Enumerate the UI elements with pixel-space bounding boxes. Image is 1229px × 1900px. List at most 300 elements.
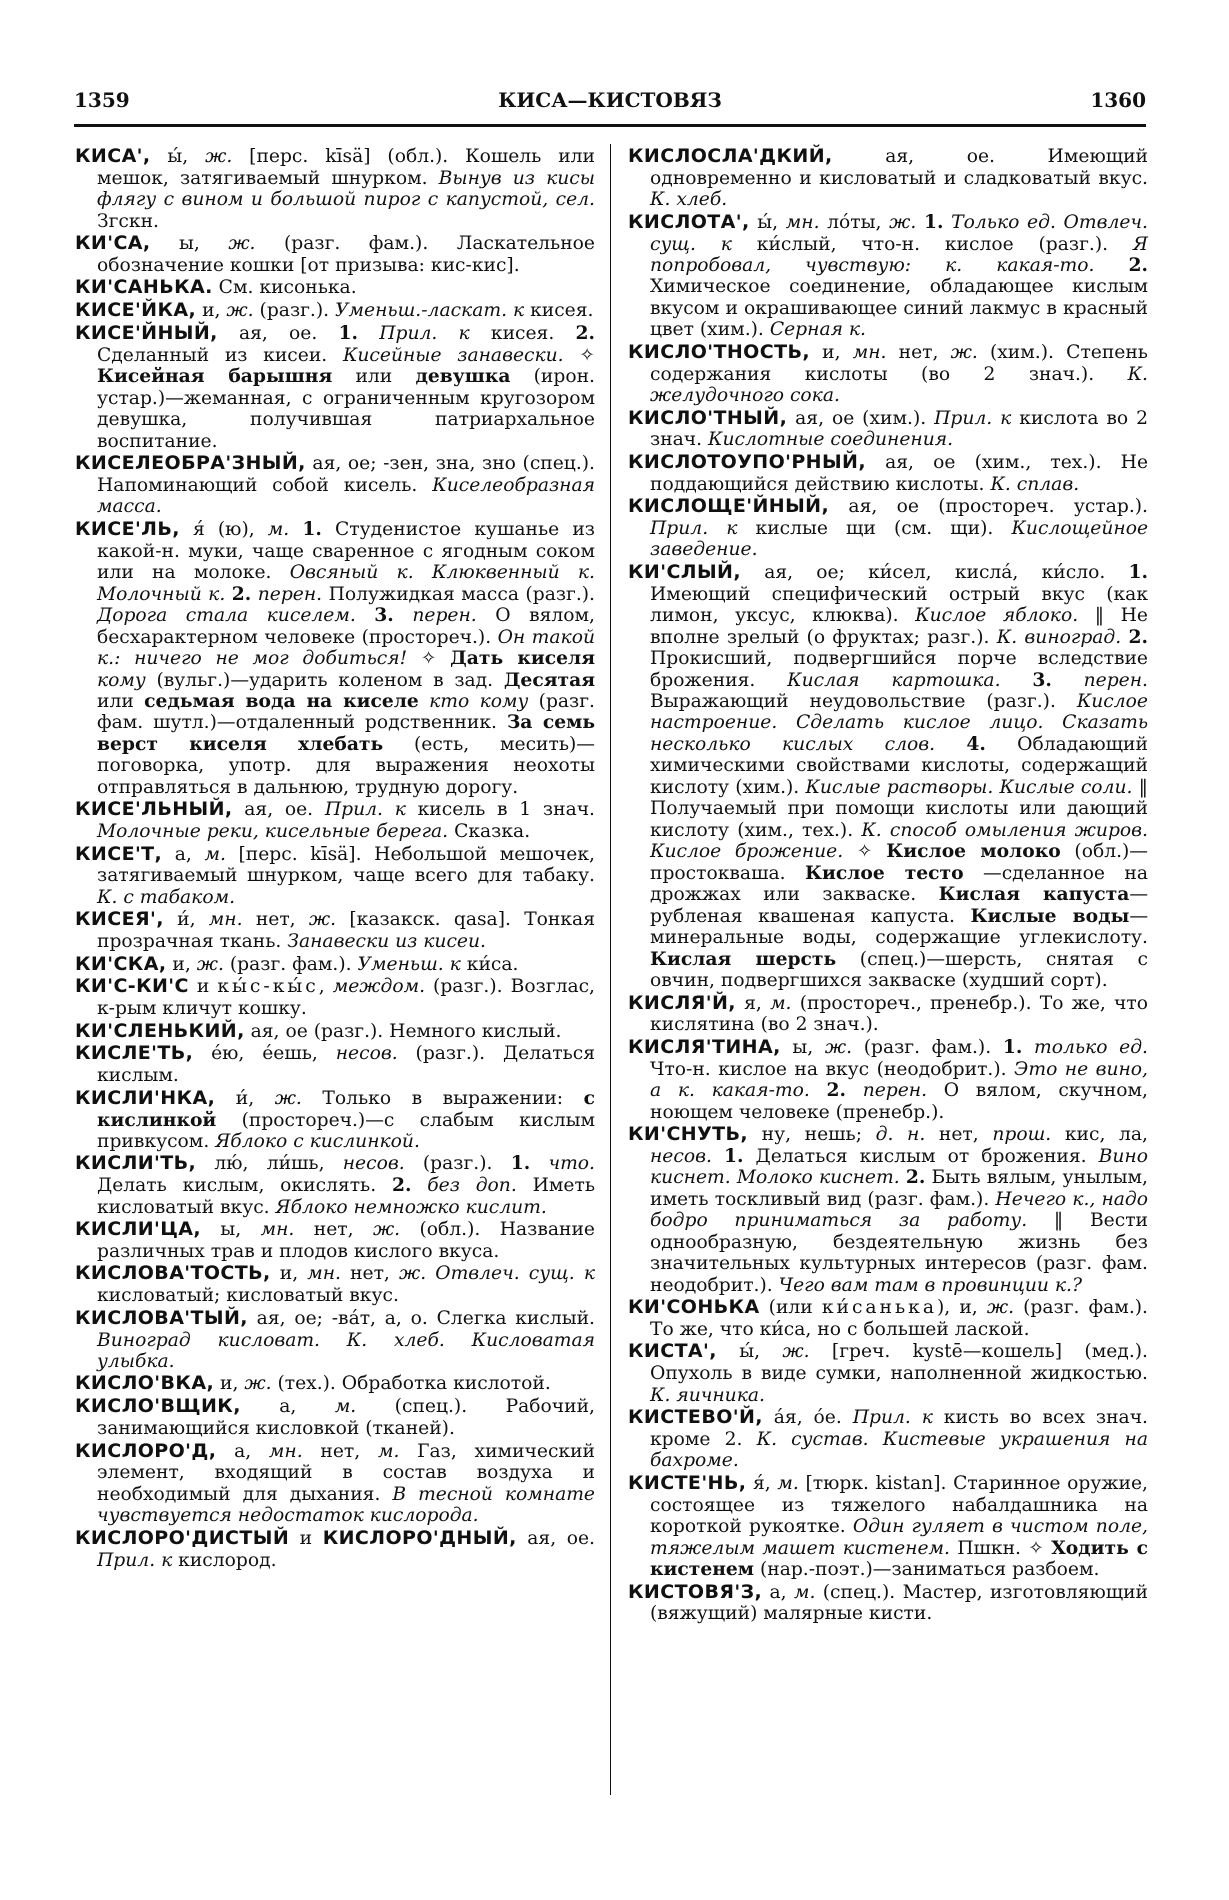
italic-text: м.: [793, 1581, 816, 1603]
entry-text: Делать кислым, окислять.: [97, 1175, 392, 1197]
headword: КИСЕ'ЛЬНЫЙ,: [75, 798, 233, 821]
entry-text: Обладающий химическими свойствами кислоты, содержащий кислоту (хим.).: [650, 733, 1148, 798]
entry-text: (нар.-поэт.)—заниматься разбоем.: [754, 1559, 1100, 1581]
dictionary-entry-kisnut: [628, 1124, 1148, 1296]
dictionary-entry-kisa: [75, 146, 595, 232]
bold-phrase: Кислое тесто: [804, 861, 964, 884]
entry-text: (разг.). Делаться кислым.: [97, 1043, 595, 1087]
italic-text: Серная к.: [769, 319, 866, 341]
headword: КИСЕ'ЛЬ,: [75, 517, 180, 540]
dictionary-entry-kiskis: [75, 976, 595, 1019]
italic-text: Виноград кисловат. К. хлеб. Кисловатая улыбка.: [97, 1329, 595, 1373]
entry-text: Выражающий неудовольствие (разг.).: [650, 691, 1077, 713]
entry-text: О вялом, скучном, ноющем человеке (пренебр.).: [650, 1080, 1148, 1123]
header-rule: [74, 124, 1146, 127]
headword: КИСЕ'ЙКА,: [75, 299, 197, 322]
headword: КИ'С-КИ'С: [75, 975, 189, 998]
entry-text: ‖ Вести однообразную, бездеятельную жизнь без значительных культурных интересов (разг. фам. неодобрит.).: [650, 1210, 1148, 1296]
headword: КИСЛОСЛА'ДКИЙ,: [628, 145, 833, 167]
entry-text: ая, ое (разг.). Немного кислый.: [244, 1020, 562, 1042]
entry-text: Только в выражении:: [301, 1087, 584, 1109]
entry-text: [394, 605, 413, 626]
italic-text: Кислая картошка.: [787, 669, 1001, 691]
entry-text: ки́слый, что-н. кислое (разг.).: [731, 233, 1133, 255]
entry-text: (ирон. устар.)—жеманная, с ограниченным кругозором девушка, получившая патриархальное воспитание.: [97, 366, 595, 452]
bold-phrase: 1.: [723, 1144, 744, 1167]
dictionary-entry-kislotoupornyi: [628, 452, 1148, 495]
headword: КИСЛИ'НКА,: [75, 1086, 216, 1109]
entry-text: Згскн.: [97, 210, 159, 232]
entry-text: (вульг.)—ударить коленом в зад.: [145, 669, 504, 691]
dictionary-entry-kislyai: [628, 993, 1148, 1036]
italic-text: несов.: [335, 1043, 398, 1065]
entry-text: (разг. фам.). То же, что ки́са, но с большей лаской.: [650, 1297, 1148, 1340]
italic-text: м.: [267, 518, 290, 540]
italic-text: ж.: [308, 909, 337, 931]
entry-text: ая, ое; -зен, зна, зно (спец.). Напоминающий собой кисель.: [97, 453, 595, 496]
entry-text: (спец.). Мастер, изготовляющий (вяжущий) малярные кисти.: [650, 1581, 1148, 1625]
entry-text: [810, 1080, 827, 1101]
italic-text: Чего вам там в провинции к.?: [778, 1274, 1082, 1296]
italic-text: м.: [777, 1472, 799, 1494]
entry-text: ая, ое.: [516, 1527, 595, 1549]
dictionary-entry-kistovyaz: [628, 1582, 1148, 1625]
italic-text: Он такой к.: ничего не мог добиться!: [97, 626, 595, 670]
bold-phrase: с кислинкой: [97, 1086, 595, 1131]
italic-text: К. желудочного сока.: [650, 363, 1148, 407]
headword: КИСЕЛЕОБРА'ЗНЫЙ,: [75, 452, 306, 475]
dictionary-entry-kiset: [75, 844, 595, 909]
italic-text: д. н.: [875, 1124, 926, 1146]
italic-text: ж.: [889, 211, 917, 233]
headword: КИСЛИ'ТЬ,: [75, 1152, 197, 1175]
entry-text: Сделанный из кисеи.: [97, 344, 343, 366]
entry-text: (разг.).: [253, 300, 336, 322]
headword: КИ'СА,: [75, 232, 151, 255]
italic-text: кто кому: [429, 691, 529, 713]
bold-phrase: 4.: [966, 732, 986, 755]
bold-phrase: 1.: [302, 517, 322, 540]
headword: КИСЛИ'ЦА,: [75, 1218, 202, 1241]
italic-text: мн.: [208, 909, 243, 931]
headword: КИСЛО'ТНЫЙ,: [628, 406, 788, 429]
entry-text: и́,: [163, 909, 209, 931]
entry-text: ло́ты,: [819, 211, 890, 233]
italic-text: Дорога стала киселем.: [97, 605, 356, 627]
headword: КИСЛОРО'Д,: [75, 1439, 217, 1462]
italic-text: Кислощейное заведение.: [650, 517, 1149, 561]
headword: КИСЛЯ'Й,: [628, 991, 736, 1014]
entry-text: и,: [196, 300, 227, 322]
entry-text: кисея.: [524, 300, 594, 322]
italic-text: ж.: [205, 146, 233, 167]
italic-text: Только ед. Отвлеч. сущ. к: [650, 211, 1148, 255]
entry-text: а́я, о́е.: [762, 1407, 853, 1429]
italic-text: междом.: [332, 976, 426, 998]
entry-text: [греч. kystē—кошель] (мед.). Опухоль в виде сумки, наполненной жидкостью.: [650, 1341, 1148, 1385]
italic-text: мн.: [307, 1263, 341, 1285]
dictionary-entry-kiseya: [75, 909, 595, 952]
bold-phrase: Ходить с кистенем: [650, 1536, 1148, 1581]
entry-text: и,: [214, 1373, 245, 1395]
bold-phrase: Кислая шерсть: [650, 947, 837, 970]
italic-text: Кислое настроение. Сделать кислое лицо. Сказать несколько кислых слов.: [650, 691, 1148, 755]
headword: КИСЕ'Т,: [75, 842, 163, 865]
dictionary-entry-kislosladkii: [628, 146, 1148, 211]
entry-text: Что-н. кислое на вкус (неодобрит.).: [650, 1058, 1015, 1080]
entry-text: кислота во 2 знач.: [650, 407, 1149, 451]
italic-text: м.: [334, 1396, 357, 1418]
headword: КИСЛО'ВЩИК,: [75, 1395, 241, 1418]
entry-text: ✧: [407, 648, 451, 670]
entry-text: ✧: [843, 841, 887, 863]
italic-text: мн.: [268, 1440, 303, 1462]
bold-phrase: Кислые воды: [970, 904, 1130, 927]
bold-phrase: Дать киселя: [450, 647, 596, 670]
entry-text: [1001, 670, 1033, 691]
dictionary-entry-kislovatyi: [75, 1308, 595, 1373]
italic-text: Овсяный к. Клюквенный к. Молочный к.: [97, 562, 595, 605]
headword: КИ'СЛЕНЬКИЙ,: [75, 1019, 245, 1042]
column-divider: [610, 144, 611, 1795]
entry-text: [916, 212, 924, 233]
bold-phrase: седьмая вода на киселе: [144, 690, 419, 713]
entry-text: [перс. kīsä]. Небольшой мешочек, затягиваемый шнурком, чаще всего для табаку.: [97, 843, 595, 887]
left-column: [75, 146, 595, 1571]
entry-text: я,: [735, 992, 771, 1014]
italic-text: перен.: [862, 1080, 928, 1102]
entry-text: ая, ое.: [217, 323, 339, 345]
entry-text: [712, 1146, 724, 1167]
entry-text: нет,: [886, 341, 951, 363]
italic-text: К. сустав. Кистевые украшения на бахроме.: [650, 1428, 1148, 1472]
bold-phrase: Кислое молоко: [886, 840, 1061, 863]
entry-text: Химическое соединение, обладающее кислым вкусом и окрашивающее синий лакмус в красный цвет (хим.).: [650, 276, 1148, 341]
italic-text: м.: [770, 992, 792, 1014]
entry-text: [1022, 1037, 1034, 1058]
italic-text: ж.: [950, 341, 978, 363]
italic-text: Кисейные занавески.: [342, 344, 564, 366]
entry-text: и: [188, 976, 218, 998]
bold-phrase: Кислая капуста: [938, 883, 1130, 906]
entry-text: ы,: [150, 233, 229, 255]
entry-text: и,: [809, 341, 853, 363]
italic-text: несов.: [342, 1153, 405, 1175]
entry-text: —рубленая квашеная капуста.: [650, 884, 1148, 927]
entry-text: Студенистое кушанье из какой-н. муки, чаще сваренное с ягодным соком или на молоке.: [97, 518, 595, 584]
dictionary-entry-kislovka: [75, 1373, 595, 1395]
bold-phrase: 1.: [338, 322, 358, 345]
italic-text: прош.: [992, 1124, 1052, 1146]
entry-text: и,: [166, 953, 197, 975]
dictionary-entry-kistevoi: [628, 1407, 1148, 1472]
entry-text: (разг. фам. шутл.)—отдаленный родственник.: [97, 691, 595, 734]
entry-text: Газ, химический элемент, входящий в состав воздуха и необходимый для дыхания.: [97, 1440, 595, 1505]
entry-text: нет,: [242, 909, 309, 931]
entry-text: (разг.).: [404, 1153, 511, 1175]
entry-text: Делаться кислым от брожения.: [743, 1145, 1099, 1167]
dictionary-entry-kiseinyi: [75, 323, 595, 452]
italic-text: Прил. к: [379, 323, 470, 345]
headword: КИСЛО'ВКА,: [75, 1372, 215, 1395]
italic-text: К. хлеб.: [650, 189, 728, 211]
entry-text: кисловатый; кисловатый вкус.: [97, 1285, 399, 1307]
italic-text: м.: [204, 843, 226, 865]
italic-text: К. сплав.: [990, 473, 1080, 495]
italic-text: только ед.: [1034, 1036, 1148, 1058]
right-column: [628, 146, 1148, 1625]
headword: КИСЛОРО'ДИСТЫЙ: [75, 1526, 290, 1549]
dictionary-entry-kisten: [628, 1473, 1148, 1581]
headword: КИСТЕ'НЬ,: [628, 1471, 747, 1494]
italic-text: ж.: [782, 1341, 810, 1363]
headword: КИСЛОЩЕ'ЙНЫЙ,: [628, 495, 830, 518]
entry-text: или: [332, 366, 416, 388]
headword: КИСЕ'ЙНЫЙ,: [75, 322, 218, 345]
italic-text: К. с табаком.: [97, 886, 236, 908]
entry-text: ы́,: [716, 1341, 783, 1363]
italic-text: Прил. к: [934, 407, 1012, 429]
entry-text: и,: [270, 1263, 308, 1285]
italic-text: ж. Отвлеч. сущ. к: [398, 1263, 595, 1285]
headword: КИСЛОТОУПО'РНЫЙ,: [628, 450, 866, 473]
bold-phrase: Кисейная барышня: [97, 365, 333, 388]
italic-text: ж.: [228, 233, 256, 255]
italic-text: Прил. к: [852, 1407, 933, 1429]
dictionary-entry-kislotnost: [628, 342, 1148, 407]
headword: КИСЛЕ'ТЬ,: [75, 1042, 194, 1065]
italic-text: Нечего к., надо бодро приниматься за работу.: [650, 1188, 1149, 1232]
dictionary-entry-kislovshchik: [75, 1396, 595, 1439]
dictionary-entry-kislit: [75, 1153, 595, 1218]
entry-text: (разг. фам.). Ласкательное обозначение кошки [от призыва: кис-кис].: [97, 233, 595, 276]
entry-text: [перс. kīsä] (обл.). Кошель или мешок, затягиваемый шнурком.: [97, 146, 595, 189]
entry-text: (хим.). Степень содержания кислоты (во 2 знач.).: [650, 341, 1148, 385]
italic-text: перен.: [412, 605, 477, 627]
entry-text: (разг. фам.).: [223, 953, 358, 975]
entry-text: [846, 1080, 863, 1101]
entry-text: ы́,: [150, 146, 206, 167]
entry-text: я́,: [746, 1472, 778, 1494]
entry-text: —сделанное на дрожжах или закваске.: [650, 862, 1148, 906]
italic-text: Яблоко с кислинкой.: [215, 1131, 420, 1153]
italic-text: м.: [377, 1440, 400, 1462]
entry-text: ая, ое (хим.).: [787, 407, 935, 429]
italic-text: несов.: [650, 1145, 712, 1167]
dictionary-entry-kislyi: [628, 562, 1148, 992]
entry-text: нет,: [925, 1124, 993, 1146]
italic-text: без доп.: [427, 1175, 517, 1197]
dictionary-entry-kiselnyi: [75, 799, 595, 842]
entry-text: [935, 734, 966, 755]
headword: КИСЛОРО'ДНЫЙ,: [322, 1526, 517, 1549]
dictionary-entry-kisa2: [75, 233, 595, 276]
bold-phrase: 2.: [1128, 625, 1148, 648]
entry-text: Сказка.: [448, 821, 531, 843]
italic-text: Один гуляет в чистом поле, тяжелым машет кистенем.: [650, 1516, 1148, 1559]
headword: КИСЛОВА'ТЫЙ,: [75, 1306, 248, 1329]
entry-text: ая, ое; ки́сел, кисла́, ки́сло.: [740, 561, 1129, 583]
entry-text: а,: [162, 843, 205, 865]
entry-text: ну, нешь;: [748, 1124, 876, 1146]
italic-text: перен.: [1083, 669, 1148, 691]
entry-text: нет,: [294, 1219, 373, 1241]
entry-text: О вялом, бесхарактерном человеке (простореч.).: [97, 605, 595, 648]
headword: КИСЛОВА'ТОСТЬ,: [75, 1262, 271, 1285]
entry-text: (разг.). Возглас, к-рым кличут кошку.: [97, 976, 595, 1020]
dictionary-entry-kista: [628, 1341, 1148, 1406]
bold-phrase: 2.: [1128, 254, 1148, 276]
entry-text: (разг. фам.).: [852, 1036, 1003, 1058]
dictionary-entry-kislinka: [75, 1088, 595, 1153]
entry-text: ‖ Не вполне зрелый (о фруктах; разг.).: [650, 605, 1148, 648]
entry-text: (есть, месить)—поговорка, употр. для выражения неохоты отправляться в дальнюю, трудную дорогу.: [97, 733, 595, 798]
bold-phrase: 3.: [1032, 668, 1052, 691]
italic-text: Прил. к: [324, 799, 406, 821]
entry-text: Прокисший, подвергшийся порче вследствие брожения.: [650, 648, 1148, 691]
bold-phrase: Десятая: [503, 668, 595, 691]
entry-text: ы,: [201, 1219, 261, 1241]
italic-text: ж.: [226, 300, 254, 322]
dictionary-entry-kiska: [75, 954, 595, 976]
italic-text: перен.: [257, 583, 323, 605]
entry-text: ‖ Получаемый при помощи кислоты или дающий кислоту (хим., тех.).: [650, 776, 1148, 841]
entry-text: ая, ое. Имеющий одновременно и кисловатый и сладковатый вкус.: [650, 146, 1148, 189]
italic-text: Занавески из кисеи.: [287, 931, 486, 953]
italic-text: Кислые растворы. Кислые соли.: [805, 776, 1133, 798]
bold-phrase: 1.: [1002, 1035, 1023, 1058]
headword: КИ'СЛЫЙ,: [628, 560, 741, 583]
italic-text: ж.: [824, 1036, 853, 1058]
bold-phrase: 2.: [905, 1166, 926, 1189]
running-header: [74, 88, 1146, 124]
running-title: КИСА—КИСТОВЯЗ: [498, 88, 722, 112]
dictionary-entry-kislica: [75, 1219, 595, 1262]
entry-text: [358, 323, 379, 344]
entry-text: (спец.)—шерсть, снятая с овчин, подвергшихся закваске (худший сорт).: [650, 948, 1148, 992]
italic-text: Вынув из кисы флягу с вином и большой пирог с капустой, сел.: [97, 167, 595, 211]
entry-text: ), и,: [937, 1297, 987, 1319]
headword: КИ'СОНЬКА: [628, 1296, 760, 1319]
italic-text: Яблоко немножко кислит.: [275, 1196, 547, 1218]
spaced-variant: ки́санька: [821, 1297, 938, 1319]
entry-text: а,: [216, 1440, 269, 1462]
entry-text: или: [97, 691, 145, 713]
dictionary-entry-kislosheinyi: [628, 496, 1148, 561]
entry-text: а,: [240, 1396, 335, 1418]
entry-text: См. кисонька.: [212, 277, 357, 299]
entry-text: ,: [318, 976, 333, 998]
entry-text: кислые щи (см. щи).: [737, 517, 1012, 539]
italic-text: К. виноград.: [996, 626, 1122, 648]
headword: КИ'САНЬКА.: [75, 276, 213, 299]
italic-text: мн.: [852, 341, 887, 363]
dictionary-entry-kisanka: [75, 277, 595, 299]
entry-text: (тех.). Обработка кислотой.: [271, 1373, 551, 1395]
entry-text: (спец.). Рабочий, занимающийся кисловкой (тканей).: [97, 1396, 595, 1440]
bold-phrase: 1.: [1128, 560, 1148, 583]
entry-text: ки́са.: [460, 953, 519, 975]
entry-text: [казакск. qasa]. Тонкая прозрачная ткань.: [97, 909, 595, 953]
entry-text: (простореч.)—с слабым кислым привкусом.: [97, 1109, 595, 1153]
entry-text: Иметь кисловатый вкус.: [97, 1175, 595, 1218]
entry-text: ая, ое (простореч. устар.).: [829, 496, 1148, 518]
italic-text: Прил. к: [650, 517, 738, 539]
bold-phrase: За семь верст киселя хлебать: [97, 711, 596, 755]
entry-text: (обл.)—простокваша.: [650, 841, 1148, 884]
bold-phrase: девушка: [415, 365, 511, 388]
dictionary-entry-kislenkii: [75, 1021, 595, 1043]
dictionary-entry-kiseika: [75, 300, 595, 322]
italic-text: ж.: [196, 953, 224, 975]
spaced-variant: кы́с-кы́с: [217, 976, 319, 998]
headword: КИСА',: [75, 145, 151, 167]
bold-phrase: 1.: [510, 1152, 531, 1175]
entry-text: ая, ое.: [232, 799, 325, 821]
dictionary-entry-kislet: [75, 1043, 595, 1086]
dictionary-entry-kislyatina: [628, 1037, 1148, 1123]
dictionary-entry-kislorodistyi: [75, 1528, 595, 1571]
bold-phrase: 1.: [923, 210, 944, 233]
headword: КИСТЕВО'Й,: [628, 1406, 763, 1429]
italic-text: К. способ омыления жиров. Кислое брожение.: [650, 819, 1148, 863]
entry-text: и́,: [215, 1087, 275, 1109]
italic-text: Кислое яблоко.: [915, 605, 1079, 627]
italic-text: мн.: [260, 1219, 295, 1241]
entry-text: а,: [762, 1581, 794, 1603]
italic-text: кому: [97, 669, 146, 691]
entry-text: [тюрк. kistan]. Старинное оружие, состоящее из тяжелого набалдашника на короткой рукоятке.: [650, 1472, 1148, 1538]
entry-text: Имеющий специфический острый вкус (как лимон, уксус, клюква).: [650, 583, 1148, 627]
italic-text: В тесной комнате чувствуется недостаток кислорода.: [97, 1483, 595, 1527]
italic-text: Я попробовал, чувствую: к. какая-то.: [650, 233, 1148, 276]
italic-text: Уменьш. к: [357, 953, 461, 975]
italic-text: ж.: [274, 1087, 302, 1109]
entry-text: е́ю, е́ешь,: [193, 1043, 336, 1065]
headword: КИСЛО'ТНОСТЬ,: [628, 340, 810, 363]
italic-text: ж.: [244, 1373, 272, 1395]
bold-phrase: 2.: [391, 1174, 412, 1197]
entry-text: [1094, 255, 1128, 276]
entry-text: —минеральные воды, содержащие углекислоту.: [650, 905, 1148, 949]
bold-phrase: 2.: [575, 322, 595, 345]
page-number-left: 1359: [74, 88, 130, 112]
entry-text: кисея.: [469, 323, 576, 345]
entry-text: [411, 1175, 427, 1196]
entry-text: кисель в 1 знач.: [405, 799, 596, 821]
entry-text: (или: [759, 1297, 822, 1319]
italic-text: что.: [548, 1153, 595, 1175]
headword: КИСТОВЯ'З,: [628, 1580, 763, 1603]
italic-text: Прил. к: [97, 1549, 173, 1571]
entry-text: [356, 605, 375, 626]
entry-text: нет,: [340, 1263, 399, 1285]
dictionary-entry-kiseleobr: [75, 453, 595, 518]
bold-phrase: 3.: [374, 604, 394, 627]
dictionary-entry-kislota: [628, 212, 1148, 341]
headword: КИСЕЯ',: [75, 908, 164, 931]
headword: КИ'СНУТЬ,: [628, 1123, 749, 1146]
entry-text: ая, ое; -ва́т, а, о. Слегка кислый.: [247, 1307, 595, 1329]
italic-text: К. яичника.: [650, 1384, 765, 1406]
italic-text: Кислотные соединения.: [708, 429, 954, 451]
entry-text: Пшкн. ✧: [949, 1537, 1052, 1559]
bold-phrase: 2.: [826, 1079, 846, 1102]
italic-text: Вино киснет. Молоко киснет.: [650, 1145, 1148, 1189]
headword: КИСЛОТА',: [628, 210, 750, 233]
entry-text: Быть вялым, унылым, иметь тоскливый вид (разг. фам.).: [650, 1167, 1148, 1210]
italic-text: мн.: [785, 211, 820, 233]
